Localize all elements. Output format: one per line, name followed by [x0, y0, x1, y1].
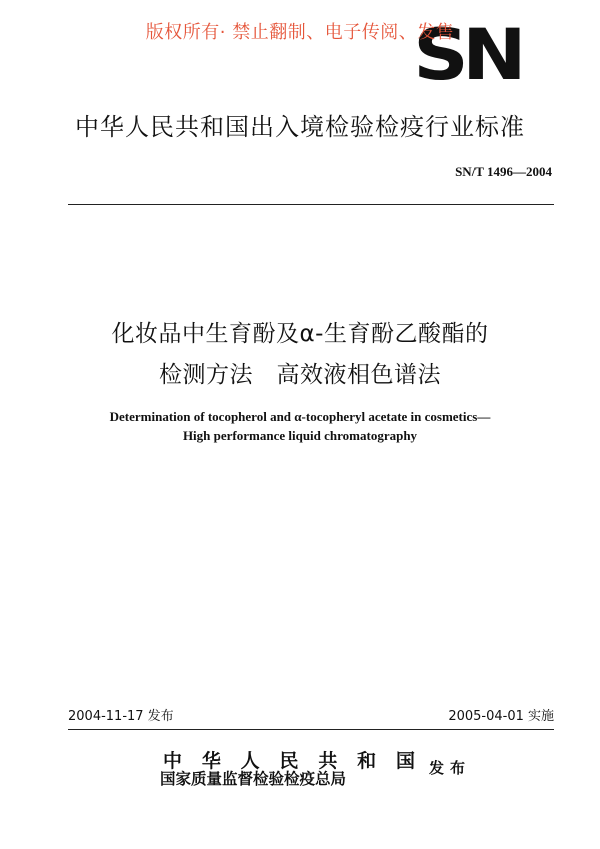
chinese-title-line-1: 化妆品中生育酚及α-生育酚乙酸酯的 [111, 321, 489, 347]
sn-logo: SN [413, 14, 520, 96]
english-title-line-1: Determination of tocopherol and α-tocopheryl acetate in cosmetics— [109, 409, 491, 424]
issuer-agency: 国家质量监督检验检疫总局 [160, 769, 347, 788]
chinese-title-line-2: 检测方法 高效液相色谱法 [159, 362, 441, 388]
publish-label: 发布 [429, 759, 472, 777]
issue-date: 2004-11-17 发布 [68, 709, 174, 724]
implementation-date: 2005-04-01 实施 [448, 709, 554, 724]
issuing-body-title: 中华人民共和国出入境检验检疫行业标准 [75, 113, 525, 141]
english-title-line-2: High performance liquid chromatography [182, 428, 418, 443]
top-divider [68, 204, 554, 205]
issuer-country: 中华人民共和国 [163, 750, 415, 772]
bottom-divider [68, 729, 554, 730]
standard-number: SN/T 1496—2004 [455, 164, 552, 179]
copyright-watermark: 版权所有· 禁止翻制、电子传阅、发售 [145, 22, 455, 43]
